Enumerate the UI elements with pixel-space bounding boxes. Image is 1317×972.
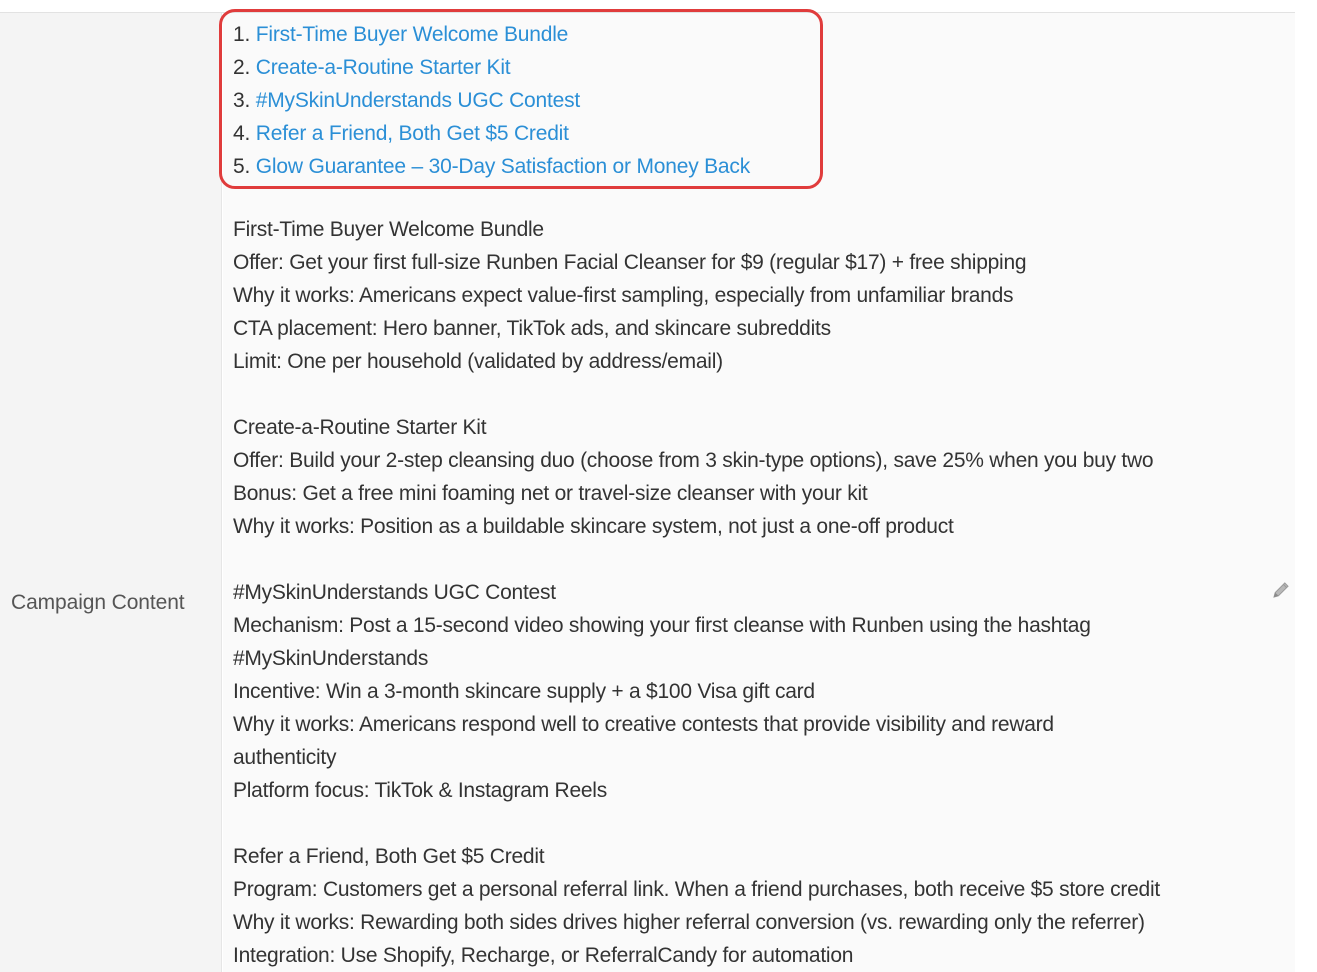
toc-item bbox=[233, 150, 750, 183]
toc-link-starter-kit[interactable]: Create-a-Routine Starter Kit bbox=[255, 56, 511, 79]
section-line: Why it works: Americans respond well to creative contests that provide visibility and reward bbox=[233, 713, 1054, 736]
section-starter-kit bbox=[233, 411, 1283, 543]
section-heading: #MySkinUnderstands UGC Contest bbox=[233, 581, 556, 604]
toc-item-number: 4. bbox=[233, 122, 251, 145]
toc-link-glow-guarantee[interactable]: Glow Guarantee – 30-Day Satisfaction or Money Back bbox=[255, 155, 751, 178]
section-line: CTA placement: Hero banner, TikTok ads, and skincare subreddits bbox=[233, 317, 831, 340]
section-line: Integration: Use Shopify, Recharge, or ReferralCandy for automation bbox=[233, 944, 854, 967]
section-line: Bonus: Get a free mini foaming net or travel-size cleanser with your kit bbox=[233, 482, 868, 505]
section-line: Platform focus: TikTok & Instagram Reels bbox=[233, 779, 607, 802]
toc-item-number: 1. bbox=[233, 23, 251, 46]
section-line: Incentive: Win a 3-month skincare supply + a $100 Visa gift card bbox=[233, 680, 815, 703]
section-heading: First-Time Buyer Welcome Bundle bbox=[233, 218, 544, 241]
toc-link-ugc-contest[interactable]: #MySkinUnderstands UGC Contest bbox=[255, 89, 581, 112]
edit-field-button[interactable] bbox=[1270, 579, 1292, 601]
toc-item-number: 3. bbox=[233, 89, 251, 112]
paragraph-gap bbox=[233, 807, 1283, 840]
section-line: Why it works: Americans expect value-first sampling, especially from unfamiliar brands bbox=[233, 284, 1014, 307]
toc-item-number: 2. bbox=[233, 56, 251, 79]
section-line: Mechanism: Post a 15-second video showing your first cleanse with Runben using the hashtag bbox=[233, 614, 1091, 637]
pencil-icon bbox=[1270, 579, 1292, 601]
section-line: Limit: One per household (validated by address/email) bbox=[233, 350, 723, 373]
section-line: Program: Customers get a personal referral link. When a friend purchases, both receive $5 store credit bbox=[233, 878, 1160, 901]
paragraph-gap bbox=[233, 378, 1283, 411]
section-refer-a-friend bbox=[233, 840, 1283, 972]
toc-item bbox=[233, 18, 750, 51]
toc-item bbox=[233, 51, 750, 84]
section-line: Why it works: Rewarding both sides drives higher referral conversion (vs. rewarding only the referrer) bbox=[233, 911, 1145, 934]
section-line: Offer: Build your 2-step cleansing duo (choose from 3 skin-type options), save 25% when you buy two bbox=[233, 449, 1154, 472]
section-line: Offer: Get your first full-size Runben Facial Cleanser for $9 (regular $17) + free shipping bbox=[233, 251, 1027, 274]
campaign-toc-list bbox=[233, 18, 750, 183]
toc-item-number: 5. bbox=[233, 155, 251, 178]
toc-item bbox=[233, 84, 750, 117]
paragraph-gap bbox=[233, 543, 1283, 576]
toc-link-refer-a-friend[interactable]: Refer a Friend, Both Get $5 Credit bbox=[255, 122, 569, 145]
section-welcome-bundle bbox=[233, 213, 1283, 378]
section-heading: Create-a-Routine Starter Kit bbox=[233, 416, 487, 439]
toc-link-welcome-bundle[interactable]: First-Time Buyer Welcome Bundle bbox=[255, 23, 569, 46]
section-line: #MySkinUnderstands bbox=[233, 647, 429, 670]
field-label-column bbox=[0, 13, 222, 972]
field-label: Campaign Content bbox=[11, 591, 185, 614]
toc-item bbox=[233, 117, 750, 150]
section-line: Why it works: Position as a buildable skincare system, not just a one-off product bbox=[233, 515, 954, 538]
section-line: authenticity bbox=[233, 746, 337, 769]
section-heading: Refer a Friend, Both Get $5 Credit bbox=[233, 845, 545, 868]
section-ugc-contest bbox=[233, 576, 1283, 807]
campaign-content-body bbox=[233, 213, 1283, 972]
